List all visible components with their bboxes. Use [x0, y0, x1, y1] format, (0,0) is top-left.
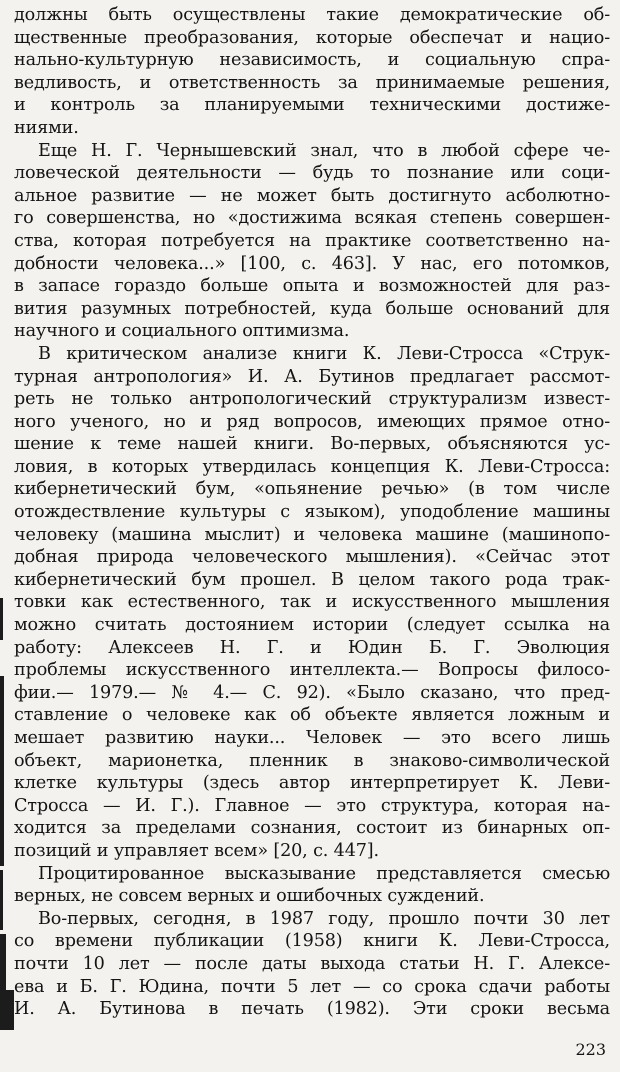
- body-text: [14, 4, 610, 1021]
- text-line: позиций и управляет всем» [20, с. 447].: [14, 840, 379, 861]
- text-line: Еще Н. Г. Чернышевский знал, что в любой сфере че-: [38, 140, 610, 161]
- text-line: ства, которая потребуется на практике соответственно на-: [14, 230, 610, 251]
- scan-margin-shadow: [0, 990, 14, 1030]
- text-line: добности человека...» [100, с. 463]. У нас, его потомков,: [14, 253, 610, 274]
- text-line: турная антропология» И. А. Бутинов предлагает рассмот-: [14, 366, 610, 387]
- text-line: ного ученого, но и ряд вопросов, имеющих прямое отно-: [14, 411, 610, 432]
- text-line: реть не только антропологический структурализм извест-: [14, 389, 610, 410]
- text-line: со времени публикации (1958) книги К. Леви-Стросса,: [14, 931, 610, 952]
- scan-margin-shadow: [0, 598, 3, 640]
- text-line: мешает развитию науки... Человек — это всего лишь: [14, 728, 610, 748]
- text-line: И. А. Бутинова в печать (1982). Эти сроки весьма: [14, 999, 610, 1020]
- text-line: можно считать достоянием истории (следует ссылка на: [14, 615, 610, 636]
- text-line: альное развитие — не может быть достигнуто асболютно-: [14, 185, 610, 206]
- text-line: клетке культуры (здесь автор интерпретирует К. Леви-: [14, 773, 610, 794]
- page-number: 223: [575, 1040, 606, 1059]
- text-line: кибернетический бум прошел. В целом такого рода трак-: [14, 569, 610, 590]
- text-line: щественные преобразования, которые обеспечат и нацио-: [14, 27, 610, 48]
- text-line: ловия, в которых утвердилась концепция К. Леви-Стросса:: [14, 456, 610, 477]
- text-line: и контроль за планируемыми техническими достиже-: [14, 95, 610, 116]
- text-line: отождествление культуры с языком), уподобление машины: [14, 502, 610, 523]
- text-line: шение к теме нашей книги. Во-первых, объясняются ус-: [14, 434, 610, 455]
- text-line: объект, марионетка, пленник в знаково-символической: [14, 750, 610, 771]
- text-line: вития разумных потребностей, куда больше оснований для: [14, 298, 610, 319]
- text-line: должны быть осуществлены такие демократические об-: [14, 5, 610, 25]
- text-line: научного и социального оптимизма.: [14, 321, 350, 342]
- text-line: Стросса — И. Г.). Главное — это структура, которая на-: [14, 795, 610, 816]
- text-line: фии.— 1979.— № 4.— С. 92). «Было сказано, что пред-: [14, 682, 610, 703]
- text-line: ставление о человеке как об объекте является ложным и: [14, 705, 610, 726]
- text-line: ниями.: [14, 117, 79, 138]
- text-line: ева и Б. Г. Юдина, почти 5 лет — со срока сдачи работы: [14, 976, 610, 997]
- text-line: Во-первых, сегодня, в 1987 году, прошло почти 30 лет: [38, 908, 610, 929]
- text-line: Процитированное высказывание представляется смесью: [38, 863, 610, 884]
- text-line: добная природа человеческого мышления). «Сейчас этот: [14, 547, 610, 568]
- text-line: ловеческой деятельности — будь то познание или соци-: [14, 163, 610, 184]
- text-line: ведливость, и ответственность за принимаемые решения,: [14, 72, 610, 93]
- text-line: в запасе гораздо больше опыта и возможностей для раз-: [14, 276, 610, 297]
- text-line: почти 10 лет — после даты выхода статьи Н. Г. Алексе-: [14, 953, 610, 974]
- text-line: В критическом анализе книги К. Леви-Стросса «Струк-: [38, 343, 610, 364]
- text-line: ходится за пределами сознания, состоит из бинарных оп-: [14, 818, 610, 839]
- text-line: проблемы искусственного интеллекта.— Вопросы филосо-: [14, 660, 610, 681]
- text-line: верных, не совсем верных и ошибочных суждений.: [14, 886, 485, 907]
- text-line: нально-культурную независимость, и социальную спра-: [14, 50, 610, 71]
- scan-margin-shadow: [0, 870, 3, 930]
- text-line: товки как естественного, так и искусственного мышления: [14, 592, 610, 613]
- text-line: человеку (машина мыслит) и человека машине (машинопо-: [14, 524, 610, 545]
- text-line: кибернетический бум, «опьянение речью» (в том числе: [14, 479, 610, 500]
- text-line: работу: Алексеев Н. Г. и Юдин Б. Г. Эволюция: [14, 637, 610, 658]
- scan-margin-shadow: [0, 676, 4, 866]
- text-line: го совершенства, но «достижима всякая степень совершен-: [14, 208, 610, 229]
